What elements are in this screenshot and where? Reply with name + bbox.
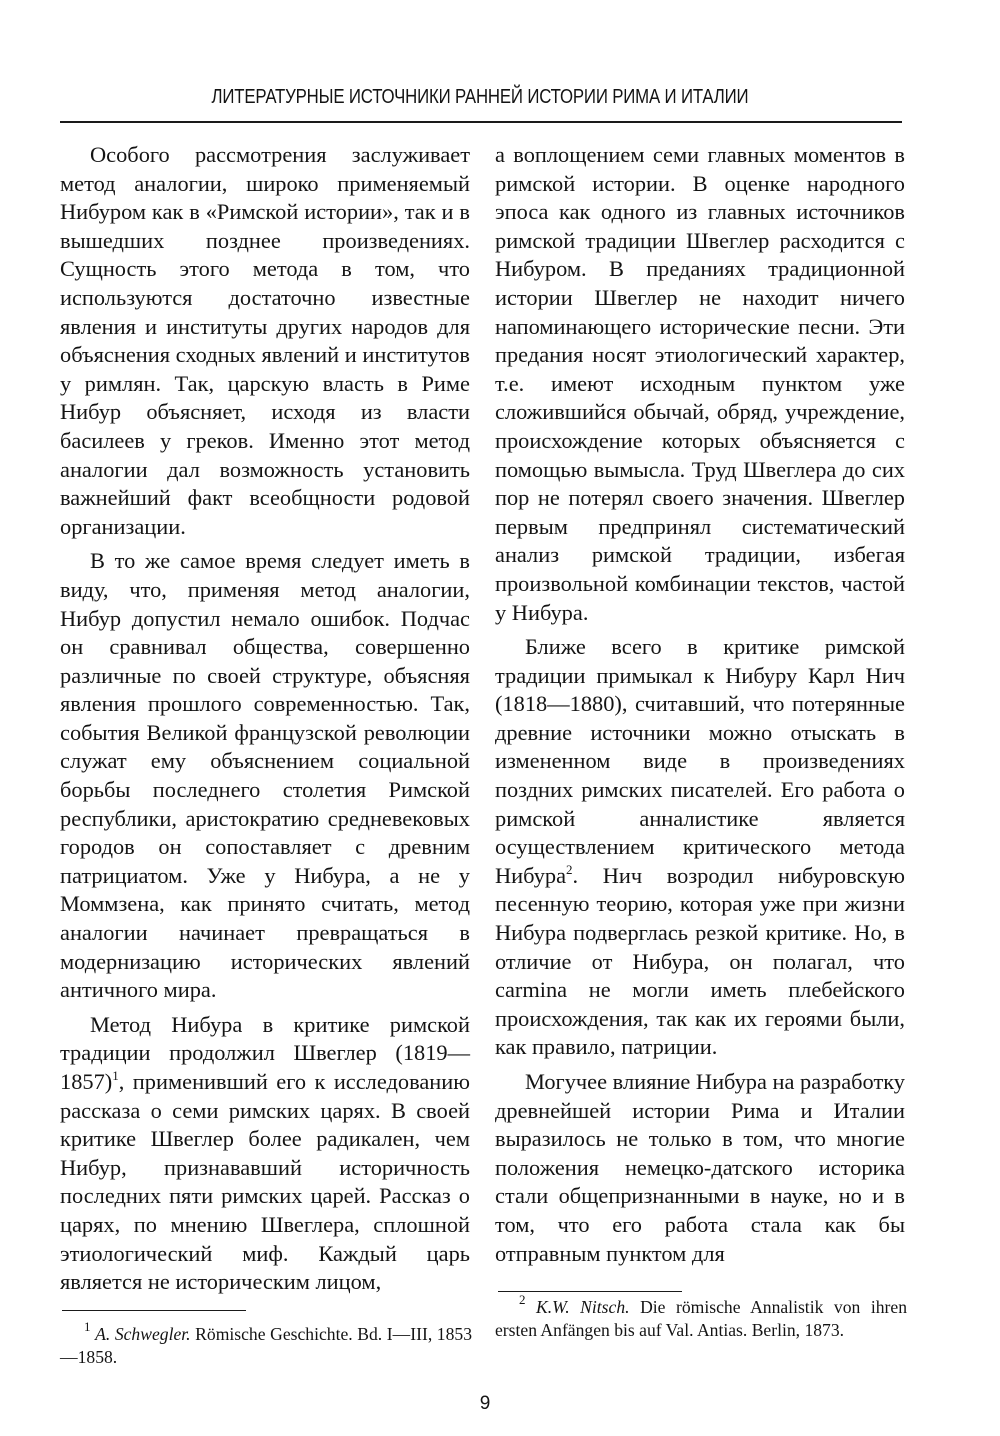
paragraph xyxy=(495,633,905,1062)
footnote-text: Die römische Annalistik von ihren ersten Anfängen bis auf Val. Antias. Berlin, 1873. xyxy=(495,1297,907,1340)
left-column xyxy=(60,141,470,1297)
header-rule xyxy=(60,121,902,123)
paragraph: В то же самое время следует иметь в виду, что, применяя метод аналогии, Нибур допустил немало ошибок. Подчас он сравнивал общества, совершенно различные по своей структуре, объясняя явления прошлого современностью. Так, события Великой французской революции служат ему объяснением социальной борьбы последнего столетия Римской республики, аристократию средневековых городов он сопоставляет с древним патрициатом. Уже у Нибура, а не у Моммзена, как принято считать, метод аналогии начинает превращаться в модернизацию исторических явлений античного мира. xyxy=(60,548,470,1003)
footnote-reference[interactable]: 2 xyxy=(566,861,573,877)
paragraph-text: . Нич возродил нибуровскую песенную теорию, которая уже при жизни Нибура подверглась резкой критике. Но, в отличие от Нибура, он полагал, что carmina не могли иметь плебейского происхождения, так как их героями были, как правило, патриции. xyxy=(495,862,905,1060)
footnote-text: Römische Geschichte. Bd. I—III, 1853—1858. xyxy=(60,1324,472,1367)
footnote-marker: 2 xyxy=(519,1292,526,1307)
page-number: 9 xyxy=(479,1393,491,1414)
footnote-marker: 1 xyxy=(84,1319,91,1334)
paragraph: Могучее влияние Нибура на разработку древнейшей истории Рима и Италии выразилось не только в том, что многие положения немецко-датского историка стали общепризнанными в науке, но и в том, что его работа стала как бы отправным пунктом для xyxy=(495,1069,905,1266)
footnote-reference[interactable]: 1 xyxy=(112,1068,119,1083)
right-column xyxy=(495,141,905,1268)
paragraph-text: , применивший его к исследованию рассказа о семи римских царях. В своей критике Швеглер более радикален, чем Нибур, признававший историчность последних пяти римских царей. Рассказ о царях, по мнению Швеглера, сплошной этиологический миф. Каждый царь является не историческим лицом, xyxy=(60,1069,470,1295)
paragraph-text: Ближе всего в критике римской традиции примыкал к Нибуру Карл Нич (1818—1880), считавший, что потерянные древние источники можно отыскать в измененном виде в произведениях поздних римских писателей. Его работа о римской анналистике является осуществлением критического метода Нибура xyxy=(495,634,905,888)
footnote-rule xyxy=(62,1310,246,1311)
paragraph xyxy=(60,1011,470,1297)
footnote-2 xyxy=(495,1292,907,1342)
footnote-1 xyxy=(60,1319,472,1369)
paragraph: а воплощением семи главных моментов в римской истории. В оценке народного эпоса как одного из главных источников римской традиции Швеглер расходится с Нибуром. В преданиях традиционной истории Швеглер не находит ничего напоминающего исторические песни. Эти предания носят этиологический характер, т.е. имеют исходным пунктом уже сложившийся обычай, обряд, учреждение, происхождение которых объясняется с помощью вымысла. Труд Швеглера до сих пор не потерял своего значения. Швеглер первым предпринял систематический анализ римской традиции, избегая произвольной комбинации текстов, частой у Нибура. xyxy=(495,142,905,625)
footnote-author: K.W. Nitsch. xyxy=(536,1297,630,1317)
paragraph: Особого рассмотрения заслуживает метод аналогии, широко применяемый Нибуром как в «Римской истории», так и в вышедших позднее произведениях. Сущность этого метода в том, что используются достаточно известные явления и институты других народов для объяснения сходных явлений и институтов у римлян. Так, царскую власть в Риме Нибур объясняет, исходя из власти басилеев у греков. Именно этот метод аналогии дал возможность установить важнейший факт всеобщности родовой организации. xyxy=(60,142,470,539)
paragraph-text: Метод Нибура в критике римской традиции продолжил Швеглер (1819—1857) xyxy=(60,1011,470,1094)
footnote-author: A. Schwegler. xyxy=(95,1324,191,1344)
running-title: ЛИТЕРАТУРНЫЕ ИСТОЧНИКИ РАННЕЙ ИСТОРИИ РИМА И ИТАЛИИ xyxy=(211,86,749,108)
